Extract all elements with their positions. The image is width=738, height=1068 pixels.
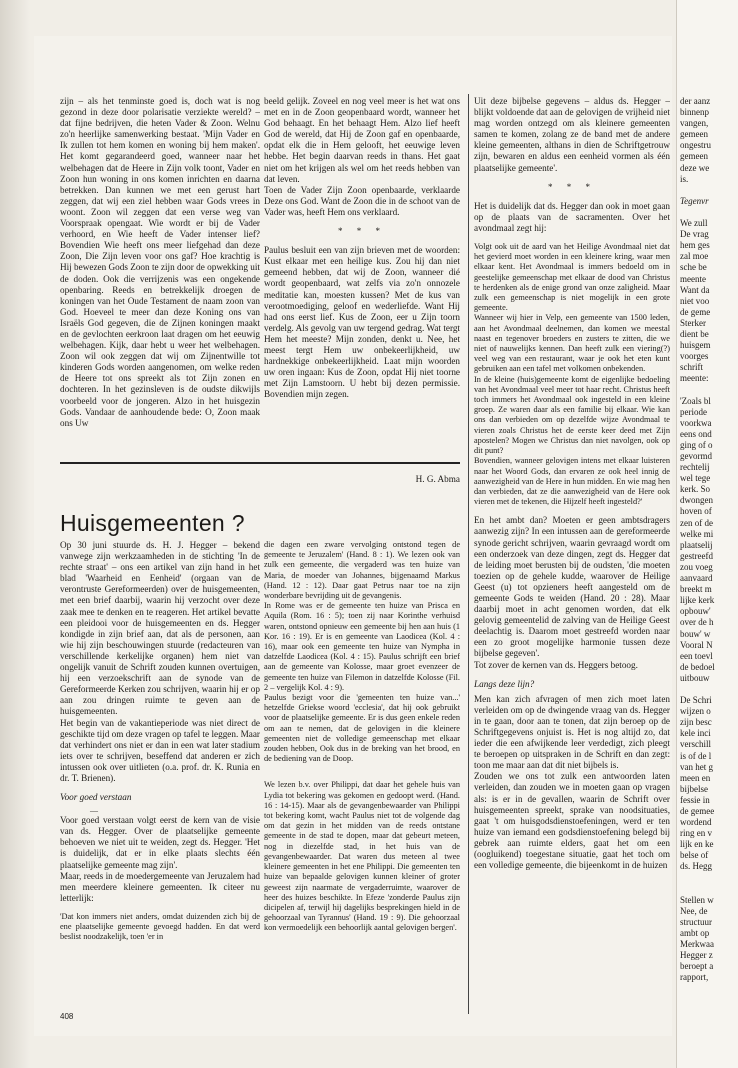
article-paragraph: Het begin van de vakantieperiode was niet direct de geschikte tijd om deze vragen op tafel te leggen. Maar dat verhindert ons niet er dan in een wat later stadium iets over te schrijven, beseffend dat anderen er zich intussen ook over uitlieten (o.a. prof. dr. K. Runia en dr. T. Brienen). [60,717,260,783]
facing-page-line: Merkwaa [680,939,714,950]
article-paragraph: Op 30 juni stuurde ds. H. J. Hegger – bekend vanwege zijn werkzaamheden in de stichting 'In de rechte straat' – ons een artikel van zijn hand in het blad 'Waarheid en Eenheid' (orgaan van de verontruste Gereformeerden) over de huisgemeenten, met een brief daarbij, waarin hij verzocht over deze zaak mee te denken en te reageren. Het artikel bevatte een pleidooi voor de huisgemeenten en ds. Hegger kondigde in zijn brief aan, dat als de personen, aan wie hij zijn beschouwingen stuurde (redacteuren van verschillende kerkelijke organen) hem niet van ongelijk vanuit de Schrift zouden kunnen overtuigen, hij een verzoekschrift aan de synode van de Gereformeerde Kerken zou schrijven, waarin hij er op aan zou dringen ruimte te geven aan de huisgemeenten. [60,540,260,717]
subheading: Langs deze lijn? [474,678,535,689]
section-rule [60,462,460,464]
article-column-right [474,96,670,1006]
facing-page-line [680,884,738,895]
facing-page-line: kele inci [680,728,711,739]
facing-page-line: de bedoel [680,661,715,672]
facing-page-line: gevormd [680,451,712,461]
facing-page-line: kerk. So [680,484,710,495]
facing-page-line [680,185,738,196]
top-column-left [60,96,260,456]
facing-page-line: Stellen w [680,894,714,905]
facing-page-line: eens ond [680,428,712,439]
facing-page-line: dient be [680,328,709,339]
quote-paragraph: In Rome was er de gemeente ten huize van Prisca en Aquila (Rom. 16 : 5); toen zij naar Korinthe verhuisd waren, ontstond opnieuw een gemeente bij hen aan huis (1 Kor. 16 : 19). Er is en gemeente van Laodicea (Kol. 4 : 16), maar ook een gemeente ten huize van Nympha in datzelfde Laodicea (Kol. 4 : 15). Paulus schrijft een brief aan de gemeente van Kolosse, maar groet evenzeer de gemeente ten huize van Filemon in datzelfde Kolosse (Fil. 2 – vergelijk Kol. 4 : 9). [264,601,460,692]
article-paragraph: Voor goed verstaan volgt eerst de kern van de visie van ds. Hegger. Over de plaatselijke gemeente behoeven we niet uit te weiden, zegt ds. Hegger. 'Het is duidelijk, dat er in elke plaats slechts één plaatselijke gemeente mag zijn'. [60,815,260,870]
subheading: Voor goed verstaan [60,792,132,803]
facing-page-line: verschill [680,739,711,750]
facing-page-line: deze we [680,162,710,173]
facing-page-line: wijzen o [680,706,711,717]
facing-page-line: wel tege [680,473,711,484]
facing-page-line: hem ges [680,240,710,251]
facing-page-line: voorkwa [680,417,712,428]
facing-page-line: sche be [680,262,707,273]
facing-page-line: ds. Hegg [680,861,712,872]
facing-page-line: meen en [680,772,711,783]
facing-page-line: van het g [680,761,713,772]
facing-page-line: gemeen [680,129,708,140]
quote-paragraph: Uit deze bijbelse gegevens – aldus ds. Hegger – blijkt voldoende dat aan de gelovigen de vrijheid niet mag worden ontzegd om als kleinere gemeenten samen te komen, zolang ze de band met de andere kleine gemeenten, althans in dien de Schriftgetrouw zijn, bewaren en aldus een eenheid vormen als één plaatselijke gemeente'. [474,96,670,173]
facing-page-line: structuur [680,916,712,927]
facing-page-line [680,207,738,218]
article-paragraph: Zouden we ons tot zulk een antwoorden laten verleiden, dan zouden we in moeten gaan op vragen als: is er in de gevallen, waarin de Schrift over huisgemeenten spreekt, sprake van noodsituaties, gaat 't om huisgodsdienstoefeningen, werd er ten huize van iemand een godsdienstoefening belegd bij gebrek aan ruimte elders, gaat het om een (oogluikend) toegestane situatie, gaat het toch om een volledige gemeente, die bijeenkomt in de huizen [474,771,670,871]
article-column-left [60,540,260,1006]
facing-page-line: zal moe [680,251,709,262]
facing-page-line: breekt m [680,584,712,595]
facing-page-line: zijn besc [680,717,712,728]
facing-page-line: Hegger z [680,950,713,961]
facing-page-text [680,96,738,1056]
facing-page-line: zen of de [680,517,713,528]
facing-page-line: vangen, [680,118,709,129]
facing-page-line: De Schri [680,695,712,706]
facing-page-line: wordend [680,817,712,828]
facing-page-line: gestreefd [680,550,713,561]
facing-page-line: dwongen [680,495,713,506]
facing-page-line: niet voo [680,295,710,306]
facing-page-line: lijk en ke [680,839,714,850]
facing-page-line: welke mi [680,528,714,539]
facing-page-line: een toevl [680,650,713,661]
facing-page-line: ambt op [680,928,710,939]
facing-page-line: We zull [680,218,708,229]
facing-page-line: zou voeg [680,561,713,572]
facing-page-line: bijbelse [680,783,708,794]
facing-page-line: is. [680,173,689,184]
facing-page-line: beroept a [680,961,714,972]
facing-page-line: ongestru [680,140,711,151]
facing-page-line: De vrag [680,229,709,240]
facing-page-line: Want da [680,284,710,295]
facing-page-line: rechtelij [680,462,710,473]
author-signature: H. G. Abma [415,474,460,484]
top-column-middle [264,96,460,456]
quote-paragraph: 'Dat kon immers niet anders, omdat duizenden zich bij de ene plaatselijke gemeente gevoegd hadden. En dat werd beslist noodzakelijk, toen 'er in [60,911,260,942]
facing-page-line: plaatselij [680,539,713,550]
facing-page-line: ging of o [680,439,713,450]
quote-paragraph: die dagen een zware vervolging ontstond tegen de gemeente te Jeruzalem' (Hand. 8 : 1). We lezen ook van zulk een gemeente, die vergaderd was ten huize van Maria, de moeder van Johannes, bijgenaamd Markus (Hand. 12 : 12). Daar gaat Petrus naar toe na zijn wonderbare bevrijding uit de gevangenis. [264,540,460,601]
article-paragraph: Het is duidelijk dat ds. Hegger dan ook in moet gaan op de plaats van de sacramenten. Over het avondmaal zegt hij: [474,200,670,233]
facing-page-line: schrift [680,362,703,373]
facing-page-line: aanvaard [680,573,713,584]
facing-page-line: rapport, [680,972,709,983]
facing-page-line: is of de l [680,750,712,761]
meditation-paragraph: beeld gelijk. Zoveel en nog veel meer is het wat ons met en in de Zoon geopenbaard wordt, wanneer het God behaagt. En het behaagt Hem. Alzo lief heeft God de wereld, dat Hij de Zoon gaf en openbaarde, opdat elk die in Hem gelooft, het eeuwige leven hebbe. Het begin daarvan reeds in thans. Het gaat niet om het krijgen als wel om het reeds hebben van dat leven. [264,96,460,184]
facing-page-line: Sterker [680,317,706,328]
facing-page-line: voorges [680,351,709,362]
meditation-paragraph: Paulus besluit een van zijn brieven met de woorden: Kust elkaar met een heilige kus. Zou hij dan niet gemeend hebben, dat wij de Zoon, wanneer dié wordt geopenbaard, wat zelfs via zo'n onnozele meditatie kan, moesten kussen? Met de kus van verootmoediging, geloof en wederliefde. Want Hij had ons eerst lief. Kus de Zoon, eer u Zijn toorn verdelg. Als gevolg van uw tergend gedrag. Wat tergt Hem het meeste? Mijn zonden, denkt u. Nee, het meest tergt Hem uw onbekeerlijkheid, uw hardnekkige onbekeerlijkheid. Laat mijn woorden uw oren ingaan: Kus de Zoon, opdat Hij niet toorne met Zijn Lamstoorn. U hebt bij dezen permissie. Bovendien mijn zegen. [264,245,460,400]
facing-page-line: binnenp [680,107,709,118]
subheading-dash: — [90,806,98,816]
article-column-middle [264,540,460,1006]
quote-paragraph: In de kleine (huis)gemeente komt de eigenlijke bedoeling van het Avondmaal veel meer tot haar recht. Christus heeft toch immers het Avondmaal ook ingesteld in een kleine groep. Ze waren daar als een familie bij elkaar. Wie kan ons dan verbieden om op dezelfde wijze Avondmaal te vieren zoals Christus het de eerste keer deed met Zijn apostelen? Mogen we Christus dan niet navolgen, ook op dit punt? [474,374,670,456]
quote-paragraph: We lezen b.v. over Philippi, dat daar het gehele huis van Lydia tot bekering was gekomen en gedoopt werd. (Hand. 16 : 14-15). Maar als de gevangenbewaarder van Philippi tot bekering komt, wacht Paulus niet tot de volgende dag om dat gezin in het midden van de reeds ontstane gemeente in de stad te dopen, maar dat gebeurt meteen, nog in diezelfde stad, in het huis van de gevangenbewaarder. Dat waren dus meteen al twee kleinere gemeenten in het ene Philippi. Die gemeenten ten huize van bepaalde gelovigen kunnen kleiner of groter geweest zijn naarmate de vergaderruimte, waarover de heer des huizes beschikte. In Efeze 'zonderde Paulus zijn dicipelen af, terwijl hij dagelijks besprekingen hield in de gehoorzaal van Tyrannus' (Hand. 19 : 9). Die gehoorzaal kon vermoedelijk een behoorlijk aantal gelovigen bergen'. [264,780,460,933]
facing-page-line: ring en v [680,828,712,839]
binding-shadow [0,0,30,1068]
facing-page-line: uitbouw [680,672,710,683]
quote-paragraph: Volgt ook uit de aard van het Heilige Avondmaal niet dat het gevierd moet worden in een kleinere kring, waar men elkaar kent. Het Avondmaal is immers bedoeld om in geestelijke gemeenschap met elkaar de dood van Christus te herdenken als de enige grond van onze zaligheid. Maar zulk een gemeenschap is niet mogelijk in een grote gemeente. [474,242,670,313]
section-divider-stars: * * * [338,226,386,237]
facing-page-line: huisgem [680,340,711,351]
facing-page-line: belse of [680,850,709,861]
article-paragraph: Tot zover de kernen van ds. Heggers betoog. [474,659,638,670]
article-paragraph: En het ambt dan? Moeten er geen ambtsdragers aanwezig zijn? In een intussen aan de gereformeerde synode gericht schrijven, waarin gevraagd wordt om een onderzoek van deze dingen, zegt ds. Hegger dat de leiding moet berusten bij de oudsten, 'die moeten toezien op de gehele kudde, waarover de Heilige Geest (u) tot opzieners heeft aangesteld om de gemeente Gods te weiden (Hand. 20 : 28). Maar daarbij moet in acht genomen worden, dat elk gelovig gemeentelid de zalving van de Heilige Geest deelachtig is. Daarom moet gestreefd worden naar een zo groot mogelijke harmonie tussen deze bijbelse gegeven'. [474,515,670,659]
top-left-text: zijn – als het tenminste goed is, doch wat is nog gezond in deze door polarisatie verziekte wereld? – dat fijne bedrijven, die heten Vader & Zoon. Welnu zo'n heerlijke samenwerking bestaat. 'Mijn Vader en Ik zullen tot hem komen en woning bij hem maken'. Het komt gegarandeerd goed, wanneer naar het welbehagen dat de Heere in Zijn volk toont, Vader en Zoon hun woning in ons komen inrichten en daarna betrekken. Dan kunnen we met een gerust hart zeggen, dat wij een ziel hebben waar Gods vrees in woont. Zoon wil zeggen dat een verse weg van Voorspraak opengaat. Wie wordt er bij de Vader verhoord, en Wie heeft de Vader intenser lief? Bovendien Wie heeft ons meer liefgehad dan deze Zoon, Die Zijn leven voor ons gaf? Hoe krachtig is Hij bewezen Gods Zoon te zijn door de opwekking uit de doden. Ook die verrijzenis was een ongekende openbaring. Reeds en betrekkelijk droegen de koningen van het Oude Testament de naam zoon van God. Hoeveel te meer dan deze Koning ons van Israëls God gegeven, die de Zijnen koningen maakt en de gevlochten eerkroon laat dragen om het eeuwig welbehagen. Kijk, daar hebt u weer het welbehagen. Zoon wil ook zeggen dat wij om Zijnentwille tot kinderen Gods worden aangenomen, om welke reden de Heere tot ons spreekt als tot Zijn zonen en dochteren. In het gezinsleven is de oudste dikwijls voorbeeld voor de jongeren. Alzo in het huisgezin Gods. Vandaar de aanhoudende bede: O, Zoon maak ons Uw [60,96,260,428]
facing-page-line: 'Zoals bl [680,395,711,406]
quote-paragraph: Paulus bezigt voor die 'gemeenten ten huize van...' hetzelfde Griekse woord 'ecclesia', dat hij ook gebruikt voor de plaatselijke gemeente. Er is dus geen enkele reden om aan te nemen, dat de gelovigen in die kleinere gemeenten niet de volledige gemeenschap met elkaar zouden hebben, Ook dus in de breking van het brood, en de bediening van de Doop. [264,693,460,764]
facing-page-line: hoven of [680,506,712,517]
meditation-paragraph: Toen de Vader Zijn Zoon openbaarde, verklaarde Deze ons God. Want de Zoon die in de schoot van de Vader was, heeft Hem ons verklaard. [264,184,460,217]
section-divider-stars: * * * [548,181,596,192]
facing-page-line: de gemee [680,806,715,816]
facing-page-line: periode [680,406,707,417]
facing-page-line: meente [680,273,706,284]
facing-page-line: Tegenvr [680,195,709,206]
quote-paragraph: Bovendien, wanneer gelovigen intens met elkaar luisteren naar het Woord Gods, dan ervaren ze ook heel innig de aanwezigheid van de Here in hun midden. En wie mag hen dan verbieden, dat ze die aanwezigheid van de Here ook vieren met de tekenen, die Hijzelf heeft ingesteld?' [474,456,670,507]
article-title: Huisgemeenten ? [60,510,245,536]
facing-page-line: de geme [680,306,711,317]
page-number: 408 [60,1012,74,1021]
article-paragraph: Men kan zich afvragen of men zich moet laten verleiden om op de dwingende vraag van ds. Hegger in te gaan, door aan te tonen, dat zijn beroep op de Schriftgegevens onjuist is. Het is nog altijd zo, dat ieder die een afwijkende leer verdedigt, zich pleegt te beroepen op uitspraken in de Schrift en dan zegt: toon me maar aan dat dit niet bijbels is. [474,693,670,771]
column-rule [468,94,469,1014]
facing-page-line: bouw' w [680,628,711,639]
facing-page-line: gemeen [680,151,708,162]
facing-page-line: lijke kerk [680,595,715,606]
facing-page-line: opbouw' [680,606,711,617]
facing-page-line: Vooral N [680,639,713,650]
quote-paragraph: Wanneer wij hier in Velp, een gemeente van 1500 leden, aan het Avondmaal deelnemen, dan komen we meestal naast en tegenover broeders en zusters te zitten, die we niet of nauwelijks kennen. Dan heeft zulk een viering(?) veel weg van een restaurant, waar je ook het eten kunt gebruiken aan een tafel met volkomen onbekenden. [474,313,670,374]
facing-page-line [680,873,738,884]
facing-page-line: fessie in [680,794,710,805]
facing-page-line [680,684,738,695]
facing-page-line: der aanz [680,96,711,106]
facing-page-line [680,384,738,395]
facing-page-line: Nee, de [680,905,708,916]
facing-page-line: over de h [680,617,714,628]
article-paragraph: Maar, reeds in de moedergemeente van Jeruzalem had men meerdere kleinere gemeenten. Ik citeer nu letterlijk: [60,870,260,903]
facing-page-line: meente: [680,373,709,384]
